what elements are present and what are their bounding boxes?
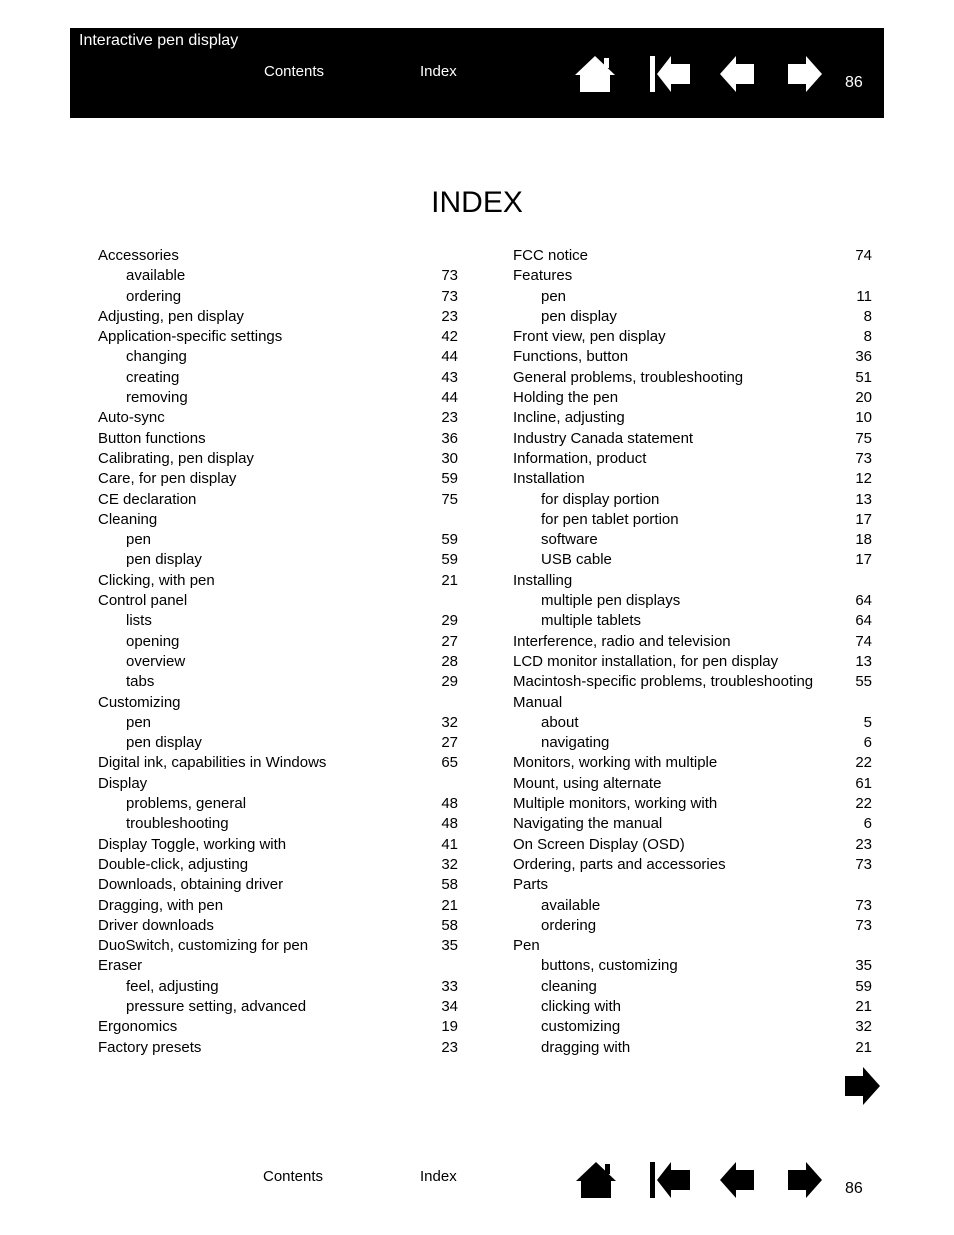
index-page-link[interactable]: 17 bbox=[855, 551, 872, 569]
index-page-link[interactable]: 51 bbox=[855, 368, 872, 386]
index-term: Incline, adjusting bbox=[513, 409, 625, 427]
index-term: Factory presets bbox=[98, 1038, 202, 1056]
index-subentry bbox=[98, 266, 458, 286]
index-page-link[interactable]: 6 bbox=[863, 734, 872, 752]
index-term: Pen bbox=[513, 937, 540, 955]
index-entry bbox=[98, 896, 458, 916]
index-term: overview bbox=[126, 652, 186, 670]
index-entry bbox=[98, 1017, 458, 1037]
index-term: clicking with bbox=[541, 997, 622, 1015]
index-term: creating bbox=[126, 368, 180, 386]
index-subentry bbox=[98, 347, 458, 367]
index-term: Adjusting, pen display bbox=[98, 307, 244, 325]
index-entry bbox=[98, 571, 458, 591]
index-page-link[interactable]: 36 bbox=[441, 429, 458, 447]
index-term: Monitors, working with multiple bbox=[513, 754, 718, 772]
index-term: Eraser bbox=[98, 957, 143, 975]
index-entry bbox=[513, 347, 872, 367]
index-page-link[interactable]: 73 bbox=[441, 267, 458, 285]
index-term: ordering bbox=[541, 916, 597, 934]
index-page-link[interactable]: 23 bbox=[441, 307, 458, 325]
index-subentry bbox=[98, 652, 458, 672]
index-term: Calibrating, pen display bbox=[98, 449, 254, 467]
index-page-link[interactable]: 42 bbox=[441, 328, 458, 346]
index-entry bbox=[513, 388, 872, 408]
index-page-link[interactable]: 74 bbox=[855, 632, 872, 650]
index-entry bbox=[513, 875, 872, 895]
index-subentry bbox=[513, 550, 872, 570]
index-column-left bbox=[98, 246, 458, 1058]
index-term: problems, general bbox=[126, 795, 247, 813]
index-subentry bbox=[513, 1017, 872, 1037]
index-page-link[interactable]: 22 bbox=[855, 754, 872, 772]
index-page-link[interactable]: 21 bbox=[441, 571, 458, 589]
footer-index-link[interactable]: Index bbox=[420, 1168, 457, 1185]
index-term: Mount, using alternate bbox=[513, 774, 662, 792]
index-term: CE declaration bbox=[98, 490, 197, 508]
index-page-link[interactable]: 74 bbox=[855, 247, 872, 264]
index-page-link[interactable]: 17 bbox=[855, 510, 872, 528]
index-term: Control panel bbox=[98, 592, 188, 610]
index-page-link[interactable]: 13 bbox=[855, 490, 872, 508]
index-term: changing bbox=[126, 348, 187, 366]
index-entry bbox=[98, 449, 458, 469]
index-page-link[interactable]: 32 bbox=[441, 713, 458, 731]
index-entry bbox=[98, 835, 458, 855]
index-subentry bbox=[98, 287, 458, 307]
index-term: Ergonomics bbox=[98, 1018, 178, 1036]
index-entry bbox=[513, 753, 872, 773]
index-term: multiple tablets bbox=[541, 612, 642, 630]
footer-page-number: 86 bbox=[845, 1180, 863, 1197]
next-page-icon[interactable] bbox=[788, 56, 822, 92]
index-term: Manual bbox=[513, 693, 563, 711]
index-term: Cleaning bbox=[98, 510, 158, 528]
index-entry bbox=[98, 429, 458, 449]
index-page-link[interactable]: 44 bbox=[441, 389, 458, 407]
index-term: FCC notice bbox=[513, 247, 589, 264]
index-term: Auto-sync bbox=[98, 409, 165, 427]
index-page-link[interactable]: 75 bbox=[855, 429, 872, 447]
index-term: Multiple monitors, working with bbox=[513, 795, 718, 813]
index-term: Information, product bbox=[513, 449, 647, 467]
index-entry bbox=[513, 855, 872, 875]
index-page-link[interactable]: 8 bbox=[863, 307, 872, 325]
index-subentry bbox=[513, 956, 872, 976]
index-term: Dragging, with pen bbox=[98, 896, 224, 914]
index-term: DuoSwitch, customizing for pen bbox=[98, 937, 309, 955]
index-entry bbox=[98, 753, 458, 773]
index-page-link[interactable]: 21 bbox=[855, 997, 872, 1015]
index-term: pen display bbox=[126, 734, 202, 752]
index-page-link[interactable]: 32 bbox=[441, 855, 458, 873]
index-page-link[interactable]: 41 bbox=[441, 835, 458, 853]
index-term: ordering bbox=[126, 287, 182, 305]
index-term: dragging with bbox=[541, 1038, 631, 1056]
index-subentry bbox=[98, 977, 458, 997]
index-subentry bbox=[513, 997, 872, 1017]
index-term: pen display bbox=[126, 551, 202, 569]
index-term: Digital ink, capabilities in Windows bbox=[98, 754, 327, 772]
index-page-link[interactable]: 65 bbox=[441, 754, 458, 772]
index-entry bbox=[98, 875, 458, 895]
index-entry bbox=[98, 469, 458, 489]
index-term: USB cable bbox=[541, 551, 612, 569]
index-subentry bbox=[513, 1038, 872, 1058]
index-term: Driver downloads bbox=[98, 916, 214, 934]
index-page-link[interactable]: 73 bbox=[855, 896, 872, 914]
index-term: Clicking, with pen bbox=[98, 571, 215, 589]
index-page-link[interactable]: 64 bbox=[855, 592, 872, 610]
index-term: Button functions bbox=[98, 429, 206, 447]
index-entry bbox=[98, 1038, 458, 1058]
index-term: customizing bbox=[541, 1018, 621, 1036]
document-title: Interactive pen display bbox=[79, 32, 239, 49]
index-term: Display bbox=[98, 774, 148, 792]
index-subentry bbox=[98, 632, 458, 652]
footer-contents-link[interactable]: Contents bbox=[263, 1168, 324, 1185]
header-bar bbox=[70, 28, 884, 118]
index-entry bbox=[98, 510, 458, 530]
index-page-link[interactable]: 48 bbox=[441, 795, 458, 813]
index-page-link[interactable]: 5 bbox=[863, 713, 872, 731]
index-page-link[interactable]: 19 bbox=[441, 1018, 458, 1036]
index-term: Ordering, parts and accessories bbox=[513, 855, 726, 873]
index-page-link[interactable]: 10 bbox=[855, 409, 872, 427]
index-entry bbox=[98, 956, 458, 976]
continue-arrow-icon[interactable] bbox=[845, 1067, 880, 1110]
index-term: navigating bbox=[541, 734, 610, 752]
index-entry bbox=[513, 672, 872, 692]
index-page-link[interactable]: 73 bbox=[441, 287, 458, 305]
index-term: tabs bbox=[126, 673, 155, 691]
index-entry bbox=[513, 814, 872, 834]
index-term: Double-click, adjusting bbox=[98, 855, 249, 873]
index-subentry bbox=[513, 510, 872, 530]
index-term: Features bbox=[513, 267, 573, 285]
first-page-icon[interactable] bbox=[650, 56, 690, 92]
index-entry bbox=[513, 936, 872, 956]
index-column-right bbox=[513, 246, 872, 1058]
index-subentry bbox=[513, 530, 872, 550]
index-subentry bbox=[98, 997, 458, 1017]
index-entry bbox=[98, 591, 458, 611]
index-term: multiple pen displays bbox=[541, 592, 681, 610]
index-page-link[interactable]: 21 bbox=[855, 1038, 872, 1056]
index-term: Display Toggle, working with bbox=[98, 835, 287, 853]
index-term: Interference, radio and television bbox=[513, 632, 731, 650]
index-page-link[interactable]: 64 bbox=[855, 612, 872, 630]
index-term: removing bbox=[126, 389, 188, 407]
index-page-link[interactable]: 22 bbox=[855, 795, 872, 813]
index-term: pen display bbox=[541, 307, 617, 325]
index-entry bbox=[513, 246, 872, 266]
index-term: available bbox=[126, 267, 186, 285]
index-page-link[interactable]: 34 bbox=[441, 997, 458, 1015]
index-entry bbox=[98, 855, 458, 875]
index-term: Installation bbox=[513, 470, 585, 488]
index-entry bbox=[513, 449, 872, 469]
index-term: LCD monitor installation, for pen display bbox=[513, 652, 779, 670]
index-subentry bbox=[98, 530, 458, 550]
index-page-link[interactable]: 20 bbox=[855, 389, 872, 407]
index-term: buttons, customizing bbox=[541, 957, 678, 975]
index-entry bbox=[513, 774, 872, 794]
page-title: INDEX bbox=[431, 186, 523, 219]
index-term: pen bbox=[126, 531, 152, 549]
index-entry bbox=[98, 693, 458, 713]
index-term: cleaning bbox=[541, 977, 597, 995]
index-page-link[interactable]: 48 bbox=[441, 815, 458, 833]
index-term: Downloads, obtaining driver bbox=[98, 876, 284, 894]
previous-page-icon[interactable] bbox=[720, 56, 754, 92]
index-subentry bbox=[513, 611, 872, 631]
index-subentry bbox=[98, 814, 458, 834]
index-term: General problems, troubleshooting bbox=[513, 368, 744, 386]
index-subentry bbox=[513, 896, 872, 916]
index-page-link[interactable]: 58 bbox=[441, 916, 458, 934]
index-entry bbox=[98, 774, 458, 794]
index-page-link[interactable]: 11 bbox=[856, 287, 872, 305]
footer-previous-page-icon[interactable] bbox=[720, 1162, 754, 1198]
index-entry bbox=[98, 916, 458, 936]
index-term: for display portion bbox=[541, 490, 660, 508]
index-page-link[interactable]: 12 bbox=[855, 470, 872, 488]
index-entry bbox=[513, 794, 872, 814]
index-page-link[interactable]: 23 bbox=[441, 409, 458, 427]
index-page-link[interactable]: 59 bbox=[441, 531, 458, 549]
index-page-link[interactable]: 18 bbox=[855, 531, 872, 549]
index-subentry bbox=[513, 490, 872, 510]
index-page-link[interactable]: 44 bbox=[441, 348, 458, 366]
index-entry bbox=[98, 490, 458, 510]
index-entry bbox=[513, 632, 872, 652]
index-term: lists bbox=[126, 612, 152, 630]
index-page-link[interactable]: 23 bbox=[441, 1038, 458, 1056]
index-term: Navigating the manual bbox=[513, 815, 663, 833]
index-page-link[interactable]: 59 bbox=[855, 977, 872, 995]
index-page-link[interactable]: 30 bbox=[441, 449, 458, 467]
index-term: Care, for pen display bbox=[98, 470, 237, 488]
index-term: pressure setting, advanced bbox=[126, 997, 307, 1015]
index-term: pen bbox=[126, 713, 152, 731]
page-number: 86 bbox=[845, 74, 863, 91]
footer-home-icon[interactable] bbox=[576, 1162, 616, 1198]
index-subentry bbox=[513, 287, 872, 307]
index-subentry bbox=[98, 672, 458, 692]
index-term: On Screen Display (OSD) bbox=[513, 835, 685, 853]
index-page-link[interactable]: 23 bbox=[855, 835, 872, 853]
index-term: software bbox=[541, 531, 598, 549]
index-page-link[interactable]: 55 bbox=[855, 673, 872, 691]
index-term: feel, adjusting bbox=[126, 977, 219, 995]
index-term: about bbox=[541, 713, 579, 731]
index-page-link[interactable]: 21 bbox=[441, 896, 458, 914]
footer-bar bbox=[70, 1150, 884, 1210]
index-subentry bbox=[513, 307, 872, 327]
index-entry bbox=[513, 652, 872, 672]
index-term: troubleshooting bbox=[126, 815, 229, 833]
index-term: available bbox=[541, 896, 601, 914]
index-entry bbox=[98, 408, 458, 428]
index-subentry bbox=[513, 916, 872, 936]
index-term: Macintosh-specific problems, troubleshooting bbox=[513, 673, 814, 691]
index-term: Customizing bbox=[98, 693, 181, 711]
index-page-link[interactable]: 43 bbox=[441, 368, 458, 386]
index-subentry bbox=[98, 794, 458, 814]
footer-first-page-icon[interactable] bbox=[650, 1162, 690, 1198]
index-entry bbox=[98, 246, 458, 266]
index-term: Holding the pen bbox=[513, 389, 619, 407]
index-term: Accessories bbox=[98, 247, 179, 264]
index-term: Front view, pen display bbox=[513, 328, 666, 346]
index-page-link[interactable]: 36 bbox=[855, 348, 872, 366]
index-entry bbox=[513, 429, 872, 449]
index-entry bbox=[513, 571, 872, 591]
index-page-link[interactable]: 27 bbox=[441, 734, 458, 752]
index-page-link[interactable]: 27 bbox=[441, 632, 458, 650]
index-page-link[interactable]: 35 bbox=[855, 957, 872, 975]
index-page-link[interactable]: 75 bbox=[441, 490, 458, 508]
index-subentry bbox=[98, 368, 458, 388]
index-subentry bbox=[98, 733, 458, 753]
index-page-link[interactable]: 28 bbox=[441, 652, 458, 670]
index-subentry bbox=[513, 977, 872, 997]
index-entry bbox=[98, 936, 458, 956]
index-term: opening bbox=[126, 632, 180, 650]
index-page-link[interactable]: 59 bbox=[441, 551, 458, 569]
index-page-link[interactable]: 73 bbox=[855, 916, 872, 934]
index-link[interactable]: Index bbox=[420, 63, 457, 80]
index-subentry bbox=[98, 611, 458, 631]
index-entry bbox=[513, 266, 872, 286]
index-subentry bbox=[98, 550, 458, 570]
index-subentry bbox=[513, 591, 872, 611]
index-term: Functions, button bbox=[513, 348, 629, 366]
index-page-link[interactable]: 73 bbox=[855, 449, 872, 467]
index-subentry bbox=[98, 388, 458, 408]
index-page-link[interactable]: 59 bbox=[441, 470, 458, 488]
index-subentry bbox=[513, 713, 872, 733]
index-page-link[interactable]: 8 bbox=[863, 328, 872, 346]
index-page-link[interactable]: 61 bbox=[855, 774, 872, 792]
index-term: pen bbox=[541, 287, 567, 305]
index-term: for pen tablet portion bbox=[541, 510, 679, 528]
index-subentry bbox=[513, 733, 872, 753]
index-entry bbox=[513, 469, 872, 489]
index-entry bbox=[513, 693, 872, 713]
index-subentry bbox=[98, 713, 458, 733]
index-entry bbox=[98, 307, 458, 327]
index-entry bbox=[513, 408, 872, 428]
index-page-link[interactable]: 35 bbox=[441, 937, 458, 955]
index-page-link[interactable]: 73 bbox=[855, 855, 872, 873]
home-icon[interactable] bbox=[575, 56, 615, 92]
index-page-link[interactable]: 58 bbox=[441, 876, 458, 894]
index-entry bbox=[98, 327, 458, 347]
index-term: Installing bbox=[513, 571, 573, 589]
index-page-link[interactable]: 33 bbox=[441, 977, 458, 995]
index-entry bbox=[513, 368, 872, 388]
index-page-link[interactable]: 29 bbox=[441, 673, 458, 691]
index-page-link[interactable]: 13 bbox=[855, 652, 872, 670]
index-term: Application-specific settings bbox=[98, 328, 283, 346]
index-page-link[interactable]: 6 bbox=[863, 815, 872, 833]
index-entry bbox=[513, 835, 872, 855]
contents-link[interactable]: Contents bbox=[264, 63, 325, 80]
index-entry bbox=[513, 327, 872, 347]
index-page-link[interactable]: 29 bbox=[441, 612, 458, 630]
index-term: Parts bbox=[513, 876, 549, 894]
index-term: Industry Canada statement bbox=[513, 429, 694, 447]
footer-next-page-icon[interactable] bbox=[788, 1162, 822, 1198]
index-page-link[interactable]: 32 bbox=[855, 1018, 872, 1036]
